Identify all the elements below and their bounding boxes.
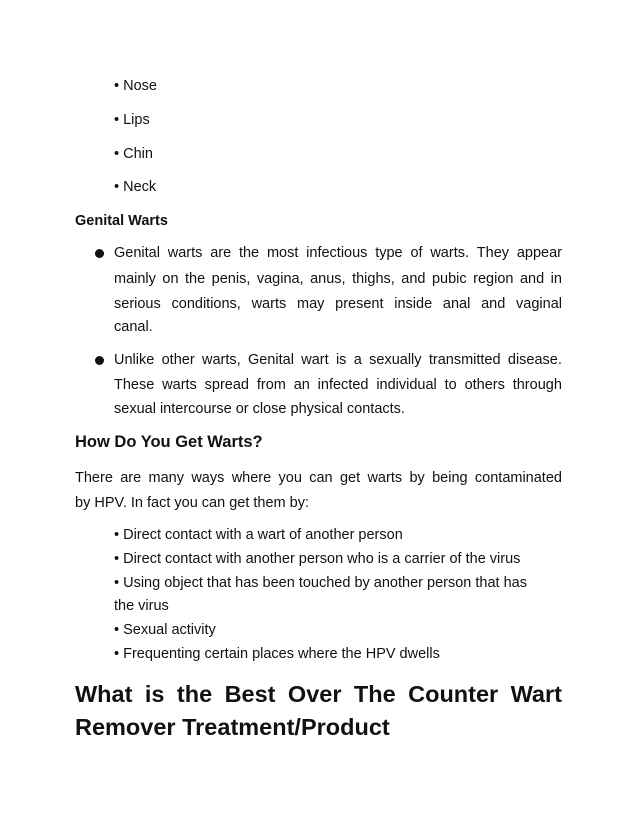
list-item: • Nose	[114, 78, 157, 94]
bullet-line: Genital warts are the most infectious type of warts. They appear	[114, 245, 562, 261]
page-heading: What is the Best Over The Counter Wart	[75, 681, 562, 707]
paragraph-line: by HPV. In fact you can get them by:	[75, 495, 310, 511]
bullet-dot-icon	[95, 249, 104, 258]
list-item: • Frequenting certain places where the HPV dwells	[114, 646, 440, 662]
bullet-line: serious conditions, warts may present inside anal and vaginal	[114, 296, 562, 312]
list-item: the virus	[114, 598, 169, 614]
bullet-line: sexual intercourse or close physical contacts.	[114, 401, 405, 417]
bullet-line: These warts spread from an infected individual to others through	[114, 377, 562, 393]
section-heading: How Do You Get Warts?	[75, 433, 263, 451]
paragraph-line: There are many ways where you can get warts by being contaminated	[75, 470, 562, 486]
page-heading: Remover Treatment/Product	[75, 714, 390, 740]
bullet-line: mainly on the penis, vagina, anus, thighs, and pubic region and in	[114, 271, 562, 287]
bullet-line: Unlike other warts, Genital wart is a sexually transmitted disease.	[114, 352, 562, 368]
list-item: • Direct contact with a wart of another person	[114, 527, 403, 543]
list-item: • Direct contact with another person who is a carrier of the virus	[114, 551, 521, 567]
list-item: • Using object that has been touched by another person that has	[114, 575, 527, 591]
section-heading: Genital Warts	[75, 213, 168, 229]
list-item: • Sexual activity	[114, 622, 216, 638]
bullet-dot-icon	[95, 356, 104, 365]
list-item: • Lips	[114, 112, 150, 128]
list-item: • Neck	[114, 179, 157, 195]
list-item: • Chin	[114, 146, 153, 162]
bullet-line: canal.	[114, 319, 153, 335]
